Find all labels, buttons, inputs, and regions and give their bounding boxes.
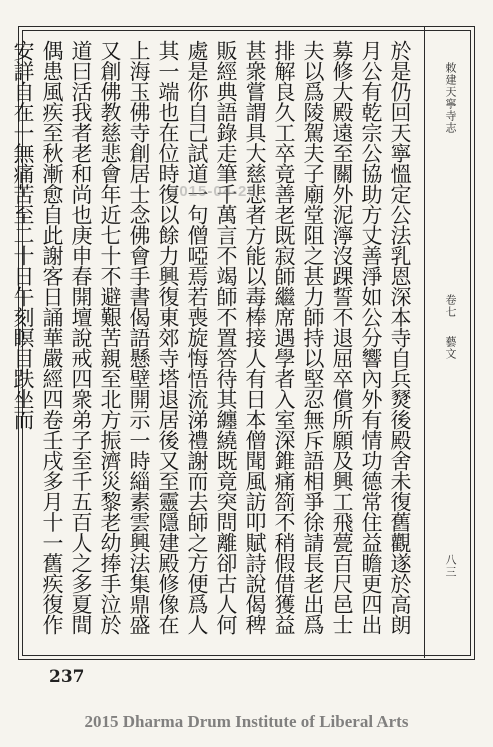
volume-label: 卷七 [444, 294, 457, 318]
page-number: 237 [49, 667, 85, 687]
watermark-date: 2015-04-26 [170, 183, 257, 200]
chinese-page-number: 八三 [444, 554, 457, 578]
book-title: 敕建天寧寺志 [444, 62, 457, 134]
body-text: 於是仍回天寧慍定公法乳恩深本寺自兵燹後殿舍未復舊觀遂於高朗月公有乾宗公協助方丈善淨如公分響內外有情功德常住益瞻更四出募修大殿遠至關外泥濘沒踝誓不退屈卒償所願及興工飛甍百尺邑士夫以爲陵駕夫子廟堂阻之甚力師持以堅忍無斥語相爭徐請長老出爲排解良久工卒竟善老既寂師繼席遇學者入室深錐痛箚不稍假借獲益甚衆嘗謂具大慈悲者方能以毒棒接人有日本僧聞風訪叩賦詩說偈稗販經典語錄走筆千萬言不竭師不置答待其纏繞既竟突問離卻古人何處是你自己試道一句僧啞焉若喪旋悔悟流涕禮謝而去師之方便爲人其一端也在位時復以餘力興復東郊寺塔退居後又至靈隱建殿修像在上海玉佛寺創居士念佛會手書偈語懸壁開示一時緇素雲興法集鼎盛又創佛教慈悲會年近七十不避艱苦親至北方振濟災黎老幼捧手泣於道曰活我者老和尚也庚申春開壇說戒四衆弟子至千五百人之多夏間偶患風疾至秋漸愈自此謝客日誦華嚴經四卷壬戌多月十一舊疾復作安詳自在一無痛苦至二十日午刻瞑目趺坐而 [11, 40, 412, 635]
running-header-column [424, 26, 475, 658]
watermark-text: 2015 Dharma Drum Institute of Liberal Arts [84, 712, 409, 731]
body-text-block [11, 40, 414, 648]
section-label: 藝文 [444, 336, 457, 360]
